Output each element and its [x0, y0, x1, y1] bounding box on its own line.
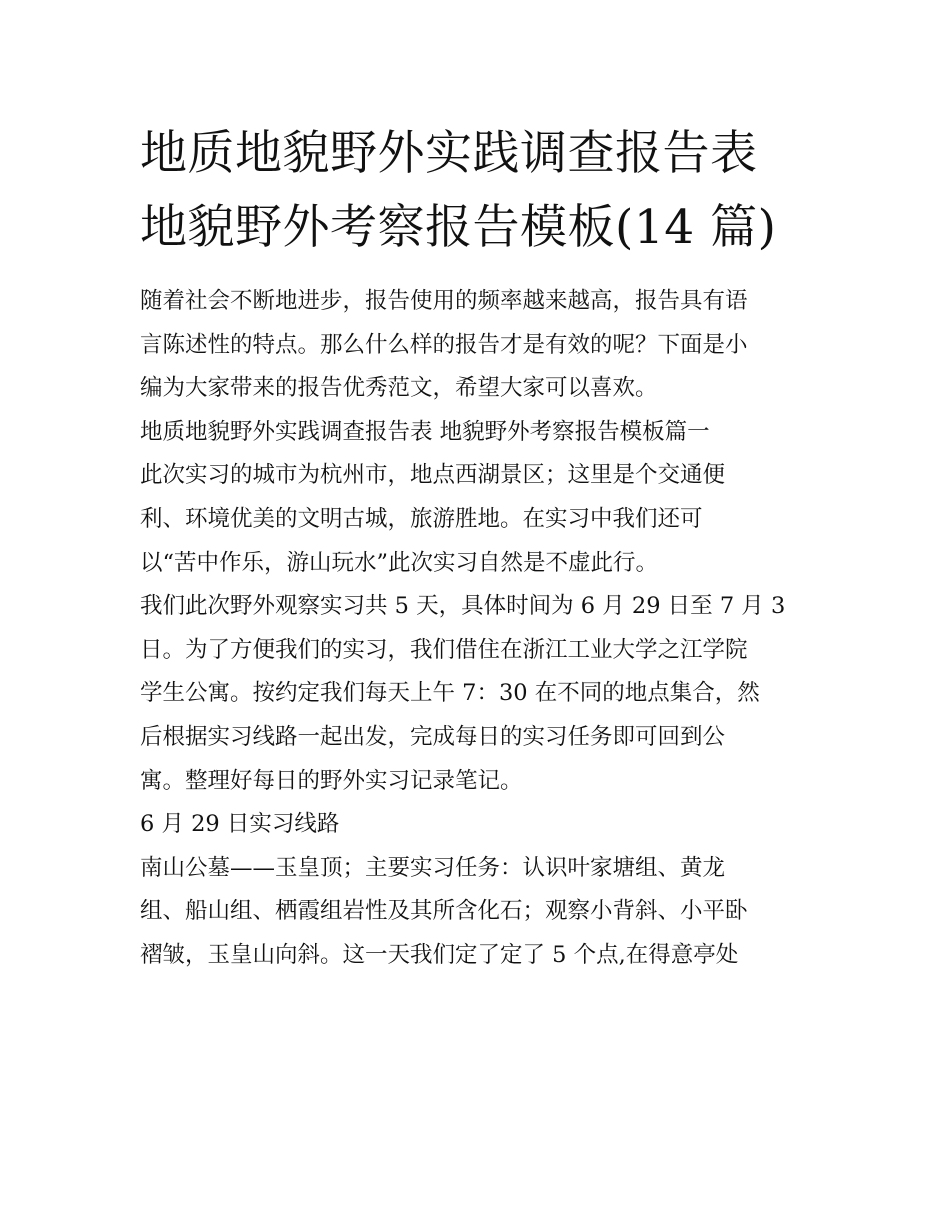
text-line: 以“苦中作乐，游山玩水”此次实习自然是不虚此行。 — [140, 549, 659, 576]
text-line: 我们此次野外观察实习共 5 天，具体时间为 6 月 29 日至 7 月 3 — [140, 593, 786, 620]
paragraph-route — [140, 847, 815, 978]
text-line: 组、船山组、栖霞组岩性及其所含化石；观察小背斜、小平卧 — [140, 898, 748, 925]
document-title — [140, 117, 815, 265]
text-line: 利、环境优美的文明古城，旅游胜地。在实习中我们还可 — [140, 505, 703, 532]
paragraph-location — [140, 454, 815, 585]
text-line: 南山公墓——玉皇顶；主要实习任务：认识叶家塘组、黄龙 — [140, 854, 726, 881]
title-line: 地质地貌野外实践调查报告表 — [140, 126, 758, 181]
title-line: 地貌野外考察报告模板(14 篇) — [140, 200, 777, 255]
text-line: 编为大家带来的报告优秀范文，希望大家可以喜欢。 — [140, 375, 658, 402]
text-line: 学生公寓。按约定我们每天上午 7：30 在不同的地点集合，然 — [140, 680, 760, 707]
text-line: 日。为了方便我们的实习，我们借住在浙江工业大学之江学院 — [140, 636, 748, 663]
paragraph-intro — [140, 280, 815, 411]
text-line: 言陈述性的特点。那么什么样的报告才是有效的呢？下面是小 — [140, 331, 748, 358]
text-line: 后根据实习线路一起出发，完成每日的实习任务即可回到公 — [140, 723, 726, 750]
text-line: 地质地貌野外实践调查报告表 地貌野外考察报告模板篇一 — [140, 418, 710, 445]
section-heading — [140, 411, 815, 455]
route-heading — [140, 803, 815, 847]
text-line: 随着社会不断地进步，报告使用的频率越来越高，报告具有语 — [140, 288, 748, 314]
document-body — [140, 280, 815, 978]
text-line: 6 月 29 日实习线路 — [140, 811, 340, 838]
text-line: 此次实习的城市为杭州市，地点西湖景区；这里是个交通便 — [140, 462, 726, 489]
paragraph-schedule — [140, 585, 815, 803]
text-line: 褶皱，玉皇山向斜。这一天我们定了定了 5 个点,在得意亭处 — [140, 941, 739, 968]
text-line: 寓。整理好每日的野外实习记录笔记。 — [140, 767, 523, 794]
